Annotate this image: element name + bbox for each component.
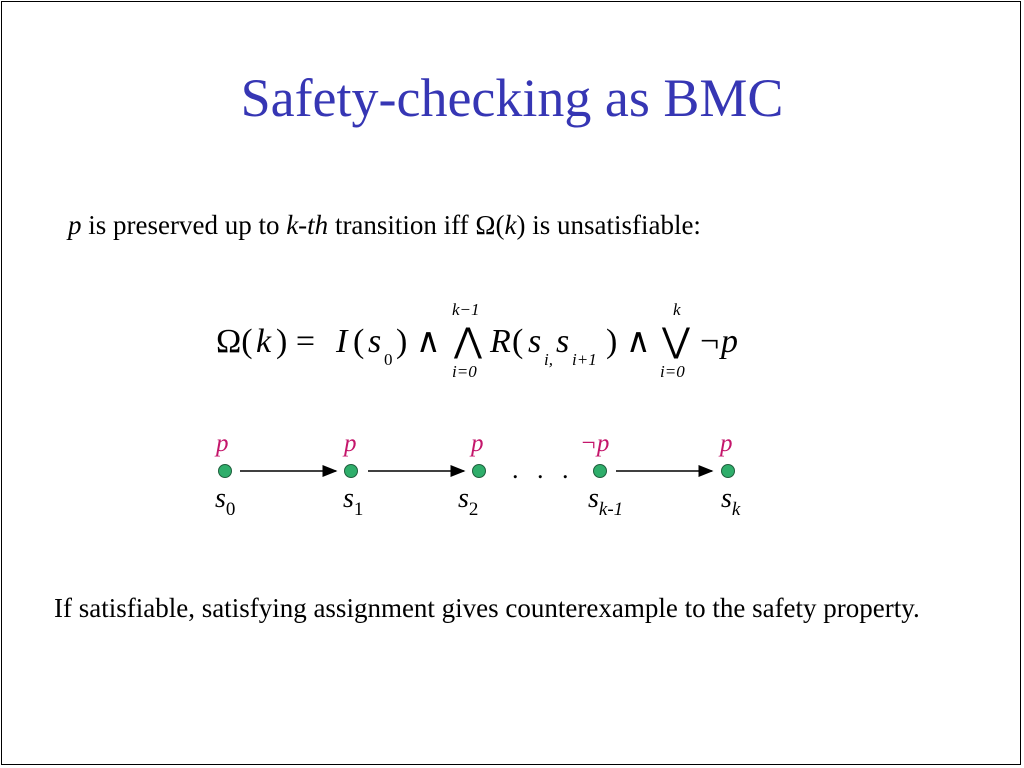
state-label: $s_2$ [458,483,479,520]
formula-close-and-2: ) ∧ [606,323,651,360]
formula-si: s [528,323,542,360]
state-node [593,464,607,478]
statement-text-2: transition iff Ω( [328,210,505,240]
formula-s0: s [368,323,382,360]
statement-k: k [504,210,517,240]
statement-kth: k-th [286,210,329,240]
bmc-formula [216,300,776,390]
statement-text-3: ) is unsatisfiable: [516,210,701,240]
statement-text-1: is preserved up to [81,210,287,240]
formula-si1: s [556,323,570,360]
formula-k: k [256,323,272,360]
state-label: $s_1$ [343,483,364,520]
big-and-lower-bound: i=0 [452,362,477,381]
formula-close-eq: ) = [276,323,315,360]
state-node [218,464,232,478]
path-ellipsis: . . . [512,455,575,484]
state-path-diagram [0,420,1024,530]
formula-open-paren-1: ( [353,323,365,360]
big-or-lower-bound: i=0 [660,362,685,381]
slide-title: Safety-checking as BMC [240,68,784,128]
formula-si1-subscript: i+1 [572,350,597,369]
state-property-label: p [471,430,484,457]
formula-not-p: ¬p [698,323,738,360]
formula-open-paren-2: ( [512,323,524,360]
big-or-upper-bound: k [673,300,681,319]
formula-s0-subscript: 0 [384,350,393,369]
state-property-label: p [216,430,229,457]
state-property-label: p [720,430,733,457]
state-node [721,464,735,478]
state-label: $s_0$ [215,483,236,520]
state-label: $s_{k-1}$ [588,483,624,520]
state-label: $s_k$ [721,483,741,520]
preservation-statement [68,207,701,243]
conclusion-text: If satisfiable, satisfying assignment gives counterexample to the safety property. [54,593,920,623]
big-and-upper-bound: k−1 [452,300,480,319]
formula-omega: Ω( [216,323,253,360]
big-and-operator: ⋀ [454,323,482,360]
big-or-operator: ⋁ [662,323,690,360]
state-node [344,464,358,478]
state-property-label: ¬p [580,430,610,457]
statement-p: p [68,210,82,240]
formula-si-subscript: i, [544,350,553,369]
state-property-label: p [344,430,357,457]
formula-transition-relation: R [490,323,511,360]
state-node [472,464,486,478]
formula-close-and-1: ) ∧ [396,323,441,360]
formula-initial-predicate: I [336,323,348,360]
